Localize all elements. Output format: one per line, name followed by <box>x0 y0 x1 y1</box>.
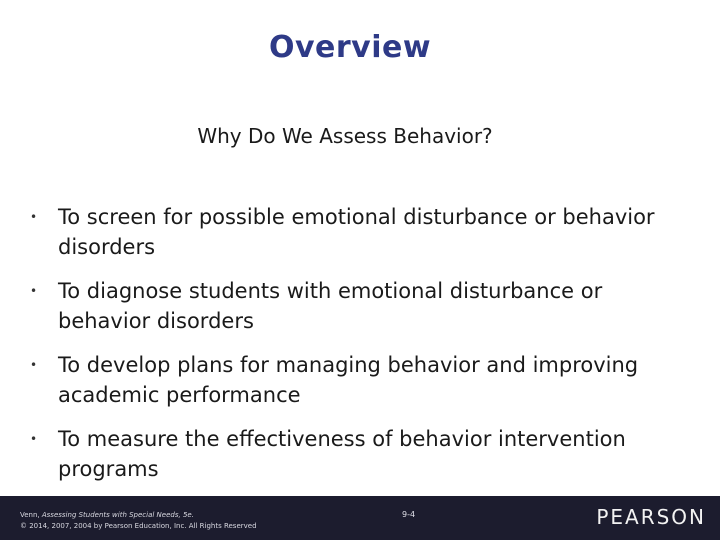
bullet-dot-icon: • <box>30 210 38 224</box>
bullet-dot-icon: • <box>30 284 38 298</box>
bullet-item <box>28 276 668 336</box>
citation-line <box>20 510 257 521</box>
citation-author: Venn, <box>20 511 42 519</box>
bullet-text: To develop plans for managing behavior and improving academic performance <box>58 353 639 407</box>
slide-title: Overview <box>268 30 432 65</box>
bullet-text: To measure the effectiveness of behavior intervention programs <box>58 427 626 481</box>
bullet-dot-icon: • <box>30 358 38 372</box>
bullet-list <box>28 202 668 498</box>
footer-citation <box>20 510 257 532</box>
bullet-item <box>28 424 668 484</box>
slide-subtitle: Why Do We Assess Behavior? <box>197 124 493 148</box>
page-number: 9-4 <box>402 510 416 519</box>
bullet-dot-icon: • <box>30 432 38 446</box>
bullet-item <box>28 202 668 262</box>
copyright-line: © 2014, 2007, 2004 by Pearson Education, Inc. All Rights Reserved <box>20 522 257 530</box>
bullet-text: To screen for possible emotional disturbance or behavior disorders <box>58 205 655 259</box>
bullet-text: To diagnose students with emotional disturbance or behavior disorders <box>58 279 603 333</box>
pearson-logo: PEARSON <box>596 505 706 529</box>
slide-footer <box>0 496 720 540</box>
citation-book-title: Assessing Students with Special Needs, 5e. <box>41 511 194 519</box>
bullet-item <box>28 350 668 410</box>
